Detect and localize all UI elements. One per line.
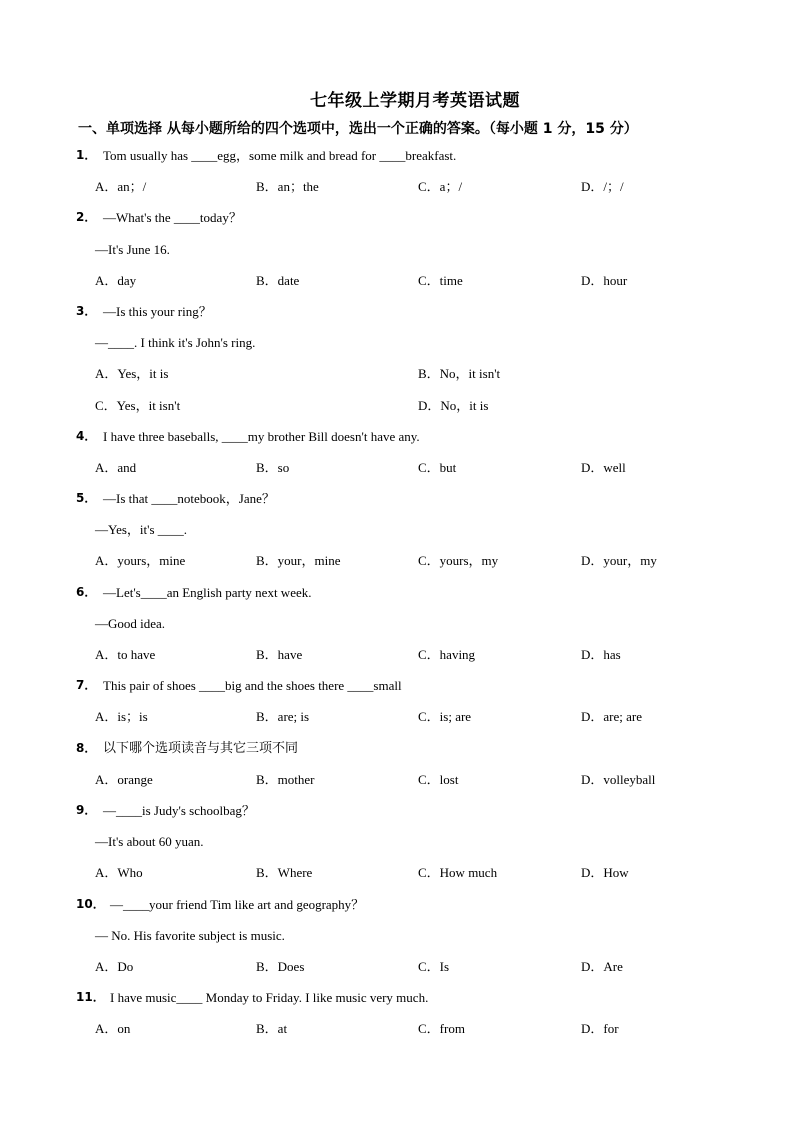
- option-row: [0, 639, 794, 670]
- question-reply: —It's about 60 yuan.: [95, 834, 204, 850]
- option-d: D．hour: [581, 272, 628, 288]
- option-d: D．Are: [581, 958, 623, 974]
- question-reply: —Yes，it's ____.: [95, 522, 188, 538]
- option-c: C．from: [418, 1021, 465, 1037]
- question-number: 10．: [76, 896, 105, 911]
- question-8: [0, 733, 794, 764]
- option-row: [0, 857, 794, 888]
- question-reply: —It's June 16.: [95, 241, 170, 257]
- question-stem: I have music____ Monday to Friday. I like music very much.: [110, 990, 429, 1006]
- question-number: 5．: [76, 491, 97, 506]
- question-stem: —____your friend Tim like art and geography？: [110, 896, 365, 912]
- option-row: [0, 358, 794, 389]
- option-b: B．No，it isn't: [418, 366, 501, 382]
- option-row: [0, 951, 794, 982]
- option-c: C．Yes，it isn't: [95, 397, 181, 413]
- option-d: D．No，it is: [418, 397, 489, 413]
- option-a: A．on: [95, 1021, 131, 1037]
- option-row: [0, 545, 794, 576]
- question-stem: 以下哪个选项读音与其它三项不同: [103, 740, 299, 756]
- question-stem: —What's the ____today？: [103, 210, 242, 226]
- question-stem: I have three baseballs, ____my brother Bill doesn't have any.: [103, 428, 420, 444]
- question-number: 7．: [76, 678, 97, 693]
- question-number: 11．: [76, 990, 105, 1005]
- option-b: B．date: [256, 272, 300, 288]
- question-2: [0, 202, 794, 233]
- option-c: C．Is: [418, 958, 450, 974]
- option-b: B．Where: [256, 865, 313, 881]
- option-row: [0, 701, 794, 732]
- option-a: A．day: [95, 272, 137, 288]
- option-c: C．yours，my: [418, 553, 499, 569]
- question-number: 4．: [76, 428, 97, 443]
- option-d: D．for: [581, 1021, 619, 1037]
- option-c: C．a；/: [418, 179, 463, 195]
- reply-line: [0, 514, 794, 545]
- option-d: D．well: [581, 459, 626, 475]
- question-4: [0, 421, 794, 452]
- option-c: C．How much: [418, 865, 498, 881]
- question-5: [0, 483, 794, 514]
- question-number: 9．: [76, 802, 97, 817]
- reply-line: [0, 826, 794, 857]
- question-reply: — No. His favorite subject is music.: [95, 927, 285, 943]
- option-a: A．yours，mine: [95, 553, 186, 569]
- option-a: A．Yes，it is: [95, 366, 169, 382]
- question-stem: —Is that ____notebook，Jane？: [103, 491, 275, 507]
- option-d: D．your，my: [581, 553, 657, 569]
- question-list: [0, 140, 794, 1044]
- option-d: D．/；/: [581, 179, 624, 195]
- question-6: [0, 577, 794, 608]
- question-11: [0, 982, 794, 1013]
- option-row: [0, 1013, 794, 1044]
- option-b: B．an；the: [256, 179, 319, 195]
- option-d: D．How: [581, 865, 629, 881]
- option-d: D．are; are: [581, 709, 642, 725]
- question-1: [0, 140, 794, 171]
- question-10: [0, 889, 794, 920]
- option-a: A．Who: [95, 865, 143, 881]
- option-c: C．having: [418, 647, 476, 662]
- section-heading: 一、单项选择 从每小题所给的四个选项中，选出一个正确的答案。（每小题 1 分，15 分）: [78, 121, 638, 137]
- option-b: B．at: [256, 1021, 288, 1037]
- option-a: A．is；is: [95, 709, 148, 725]
- option-b: B．mother: [256, 771, 315, 787]
- option-c: C．time: [418, 272, 463, 288]
- option-b: B．your，mine: [256, 553, 341, 569]
- reply-line: [0, 234, 794, 265]
- option-a: A．Do: [95, 958, 134, 974]
- exam-title: 七年级上学期月考英语试题: [310, 91, 520, 111]
- option-c: C．lost: [418, 771, 459, 787]
- option-b: B．are; is: [256, 709, 310, 725]
- option-a: A．orange: [95, 771, 153, 787]
- reply-line: [0, 608, 794, 639]
- reply-line: [0, 920, 794, 951]
- question-number: 8．: [76, 740, 97, 755]
- option-c: C．but: [418, 459, 457, 475]
- question-number: 3．: [76, 303, 97, 318]
- question-stem: —____is Judy's schoolbag？: [103, 802, 255, 818]
- reply-line: [0, 327, 794, 358]
- question-reply: —____. I think it's John's ring.: [95, 335, 256, 351]
- option-d: D．volleyball: [581, 771, 656, 787]
- question-stem: —Is this your ring？: [103, 303, 212, 319]
- question-stem: Tom usually has ____egg，some milk and bread for ____breakfast.: [103, 148, 457, 163]
- question-9: [0, 795, 794, 826]
- option-a: A．and: [95, 459, 137, 475]
- option-row: [0, 452, 794, 483]
- question-reply: —Good idea.: [95, 615, 166, 631]
- option-b: B．Does: [256, 958, 305, 974]
- question-3: [0, 296, 794, 327]
- option-c: C．is; are: [418, 709, 472, 725]
- option-a: A．to have: [95, 647, 156, 662]
- question-stem: —Let's____an English party next week.: [103, 584, 312, 600]
- option-row: [0, 265, 794, 296]
- question-number: 1．: [76, 148, 97, 162]
- question-7: [0, 670, 794, 701]
- option-row: [0, 390, 794, 421]
- option-d: D．has: [581, 647, 621, 662]
- question-stem: This pair of shoes ____big and the shoes there ____small: [103, 678, 402, 694]
- question-number: 2．: [76, 210, 97, 225]
- question-number: 6．: [76, 584, 97, 599]
- option-row: [0, 764, 794, 795]
- option-b: B．so: [256, 459, 290, 475]
- option-b: B．have: [256, 647, 303, 662]
- option-row: [0, 171, 794, 202]
- option-a: A．an；/: [95, 179, 147, 195]
